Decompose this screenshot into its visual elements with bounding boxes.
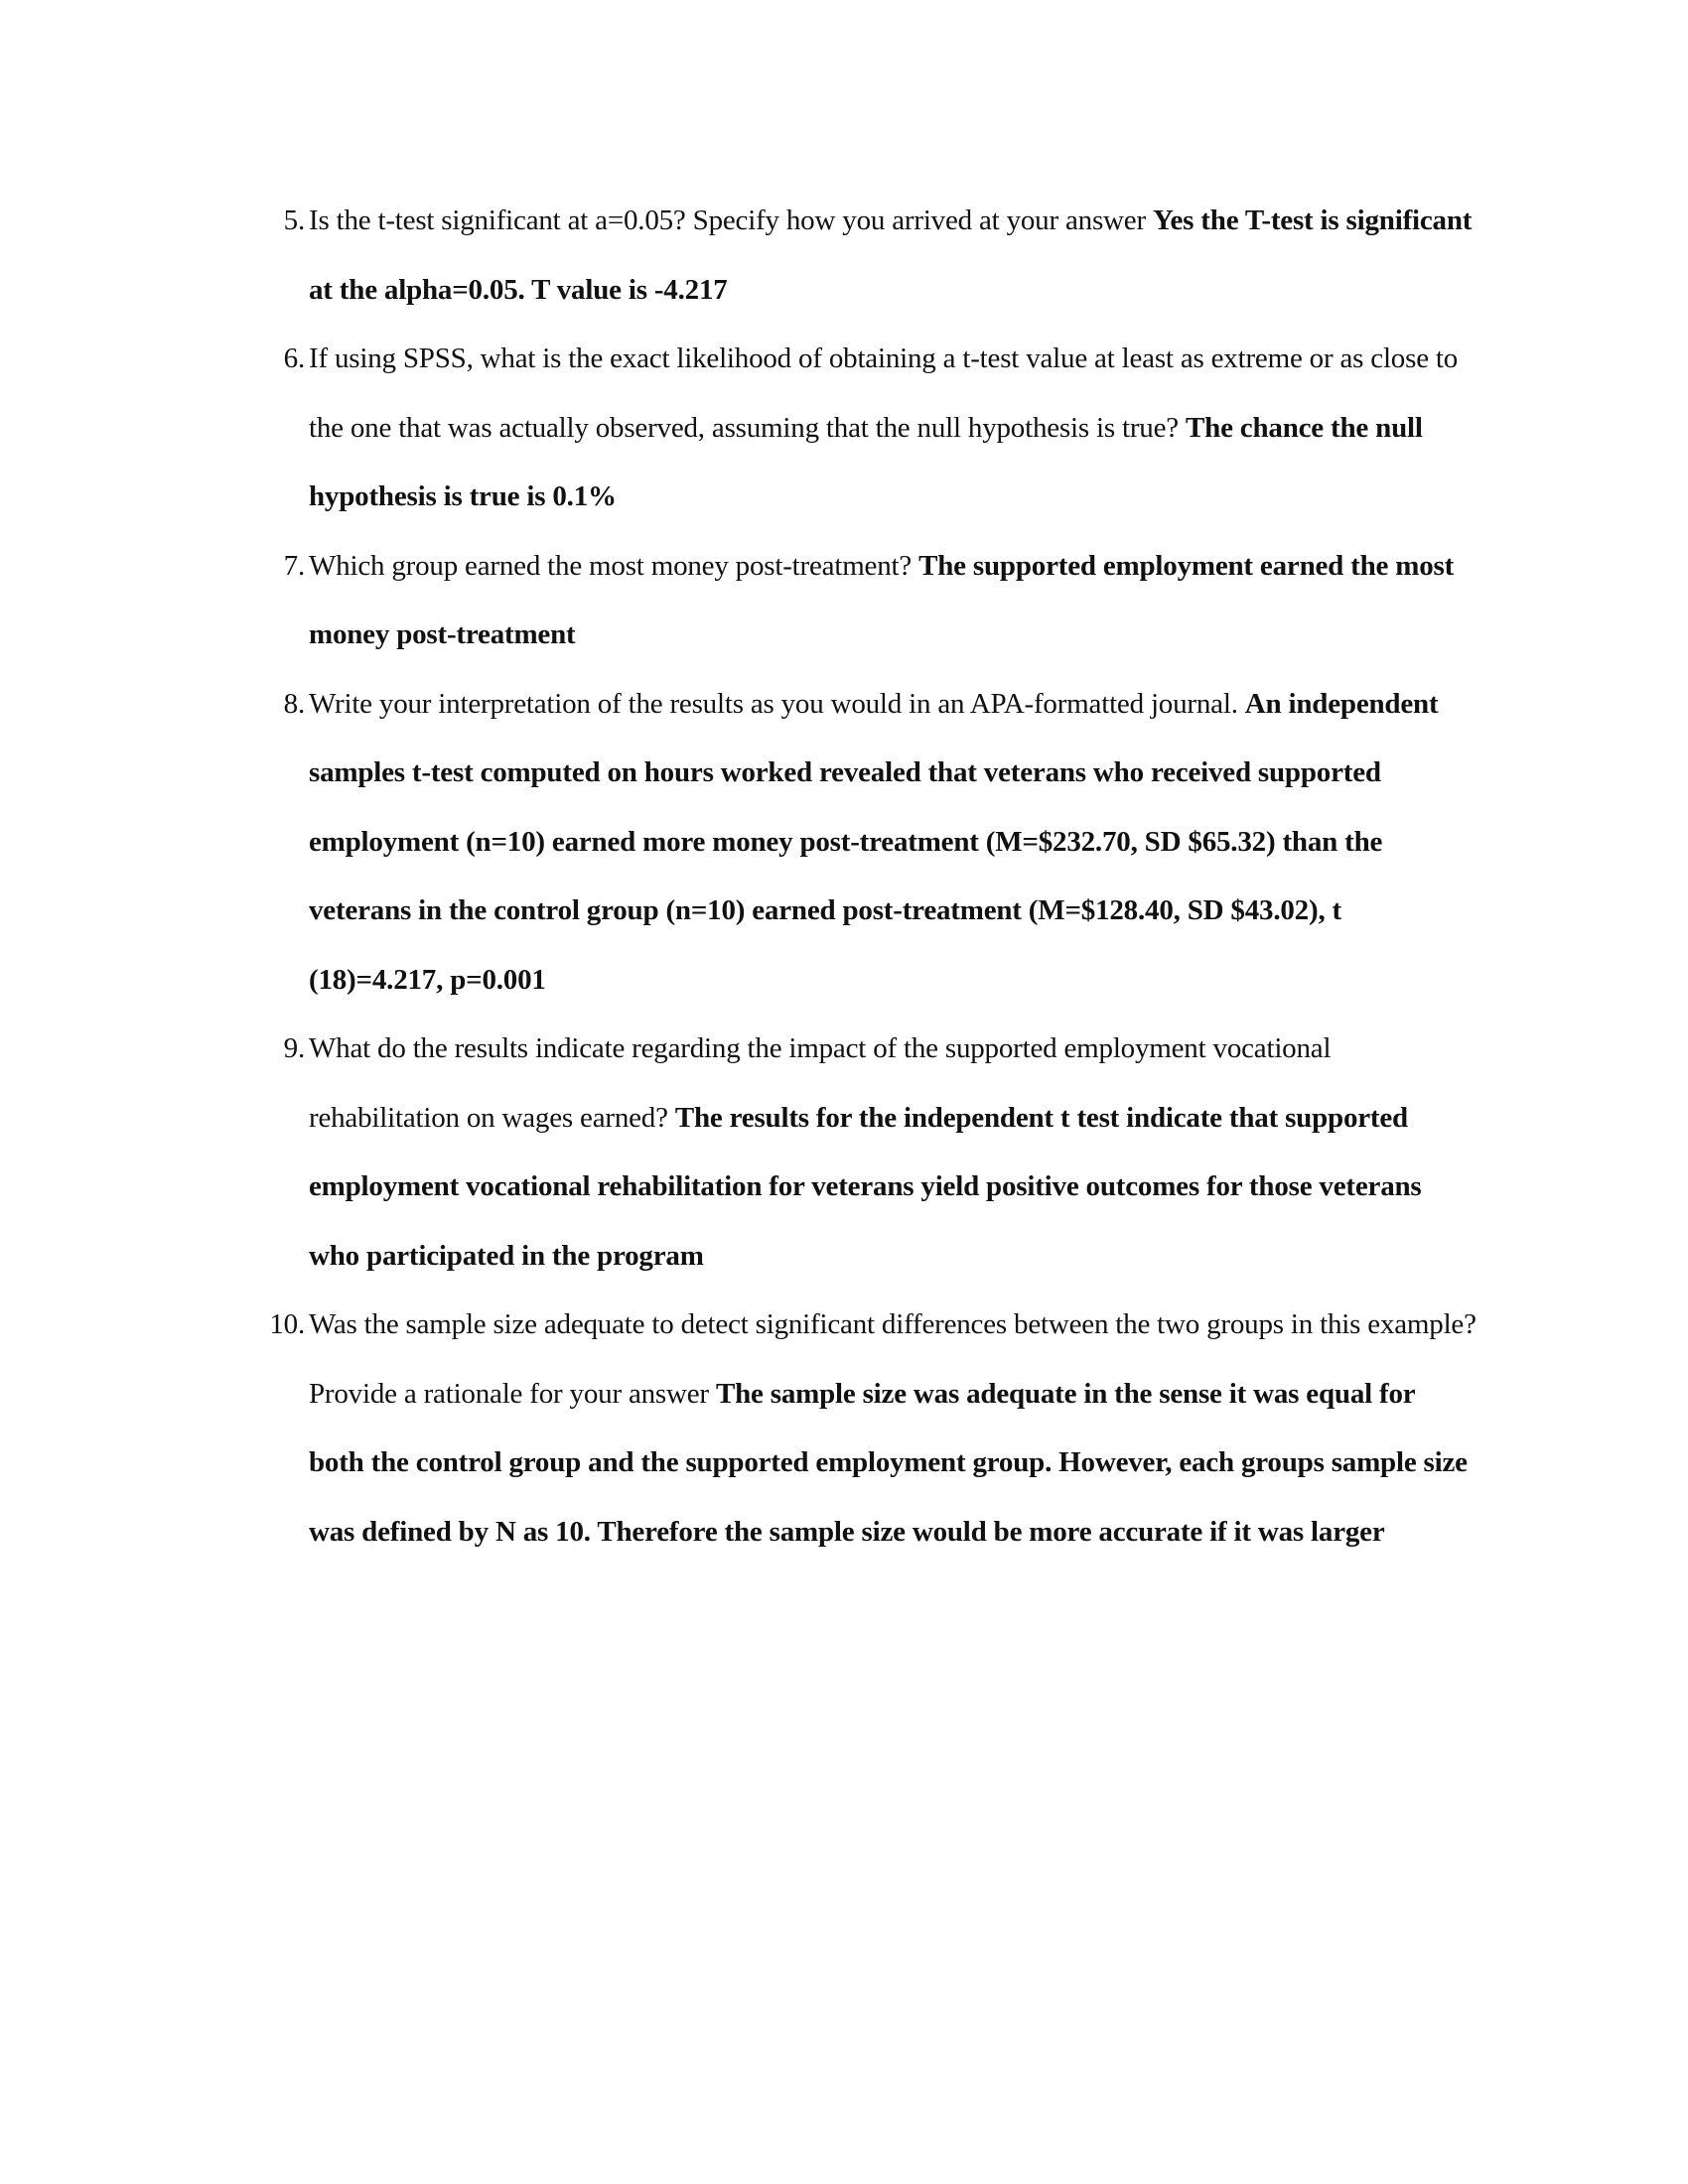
question-text: Was the sample size adequate to detect significant differences between the two groups in this example? Provide a rationale for your answer — [309, 1308, 1477, 1410]
question-text: What do the results indicate regarding the impact of the supported employment vocational rehabilitation on wages earned? — [309, 1032, 1332, 1134]
answer-text: The results for the independent t test indicate that supported employment vocational rehabilitation for veterans yield positive outcomes for those veterans who participated in the program — [309, 1101, 1422, 1272]
item-text — [309, 670, 1477, 1016]
answer-text: The chance the null hypothesis is true is 0.1% — [309, 411, 1423, 512]
item-text — [309, 532, 1477, 670]
question-text: If using SPSS, what is the exact likelihood of obtaining a t-test value at least as extreme or as close to the one that was actually observed, assuming that the null hypothesis is true? — [309, 342, 1459, 444]
item-text — [309, 325, 1477, 532]
item-number: 5. — [283, 205, 305, 236]
item-text — [309, 1015, 1477, 1291]
question-text: Is the t-test significant at a=0.05? Specify how you arrived at your answer — [309, 205, 1153, 236]
answer-text: The supported employment earned the most money post-treatment — [309, 549, 1455, 650]
answer-text: Yes the T-test is significant at the alpha=0.05. T value is -4.217 — [309, 205, 1473, 306]
qa-item-7 — [255, 532, 1477, 670]
question-text: Write your interpretation of the results as you would in an APA-formatted journal. — [309, 687, 1245, 720]
answer-text: The sample size was adequate in the sense it was equal for both the control group and the supported employment group. However, each groups sample size was defined by N as 10. Therefore the sample size would be more accurate if it was larger — [309, 1377, 1468, 1548]
item-number: 10. — [269, 1308, 305, 1340]
item-number: 6. — [283, 342, 305, 374]
item-text — [309, 1291, 1477, 1567]
qa-item-8 — [255, 670, 1477, 1016]
question-answer-list — [255, 187, 1477, 1567]
answer-text: An independent samples t-test computed on hours worked revealed that veterans who received supported employment (n=10) earned more money post-treatment (M=$232.70, SD $65.32) than the veterans in the control group (n=10) earned post-treatment (M=$128.40, SD $43.02), t (18)=4.217, p=0.001 — [309, 687, 1439, 996]
question-text: Which group earned the most money post-treatment? — [309, 549, 919, 582]
item-number: 9. — [283, 1032, 305, 1064]
qa-item-5 — [255, 187, 1477, 325]
item-number: 7. — [283, 549, 305, 582]
qa-item-6 — [255, 325, 1477, 532]
qa-item-9 — [255, 1015, 1477, 1291]
item-number: 8. — [283, 687, 305, 720]
qa-item-10 — [255, 1291, 1477, 1567]
item-text — [309, 187, 1477, 325]
